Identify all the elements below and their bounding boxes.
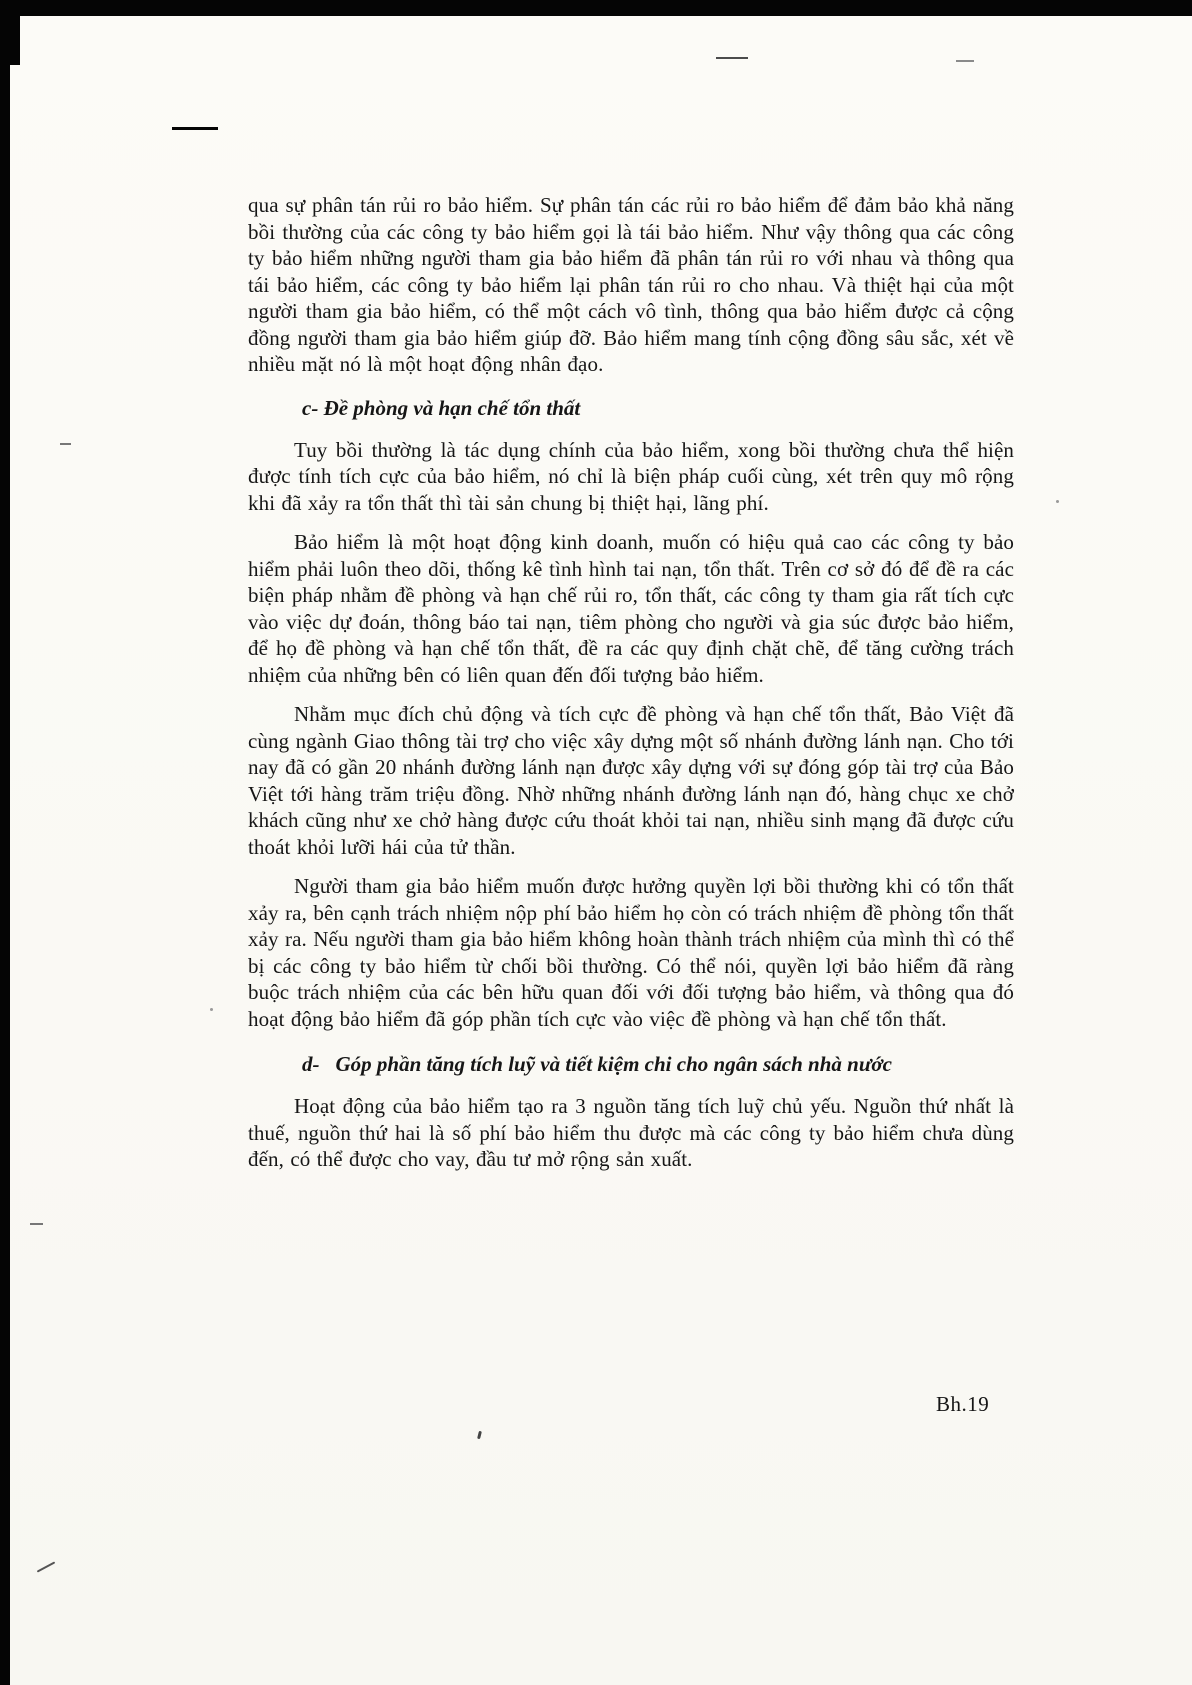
scan-artifact-dash	[956, 60, 974, 62]
section-heading-d	[302, 1050, 1014, 1079]
page-number: Bh.19	[936, 1392, 990, 1416]
scan-artifact-hyphen	[60, 443, 71, 445]
body-paragraph-continuation: qua sự phân tán rủi ro bảo hiểm. Sự phân tán các rủi ro bảo hiểm để đảm bảo khả năng bồi thường của các công ty bảo hiểm gọi là tái bảo hiểm. Như vậy thông qua các công ty bảo hiểm những người tham gia bảo hiểm đã phân tán rủi ro với nhau và thông qua tái bảo hiểm, các công ty bảo hiểm lại phân tán rủi ro cho nhau. Và thiệt hại của một người tham gia bảo hiểm, có thể một cách vô tình, thông qua bảo hiểm được cả cộng đồng người tham gia bảo hiểm giúp đỡ. Bảo hiểm mang tính cộng đồng sâu sắc, xét về nhiều mặt nó là một hoạt động nhân đạo.	[248, 193, 1014, 376]
scan-artifact-speck	[1056, 500, 1059, 503]
body-paragraph: Người tham gia bảo hiểm muốn được hưởng quyền lợi bồi thường khi có tổn thất xảy ra, bên cạnh trách nhiệm nộp phí bảo hiểm họ còn có trách nhiệm đề phòng tổn thất xảy ra. Nếu người tham gia bảo hiểm không hoàn thành trách nhiệm của mình thì có thể bị các công ty bảo hiểm từ chối bồi thường. Có thể nói, quyền lợi bảo hiểm đã ràng buộc trách nhiệm của các bên hữu quan đối với đối tượng bảo hiểm, và thông qua đó hoạt động bảo hiểm đã góp phần tích cực vào việc đề phòng và hạn chế tổn thất.	[248, 874, 1014, 1031]
section-heading-c: c- Đề phòng và hạn chế tổn thất	[302, 395, 581, 420]
body-paragraph: Tuy bồi thường là tác dụng chính của bảo hiểm, xong bồi thường chưa thể hiện được tính tích cực của bảo hiểm, nó chỉ là biện pháp cuối cùng, xét trên quy mô rộng khi đã xảy ra tổn thất thì tài sản chung bị thiệt hại, lãng phí.	[248, 437, 1014, 515]
body-paragraph: Nhằm mục đích chủ động và tích cực đề phòng và hạn chế tổn thất, Bảo Việt đã cùng ngành Giao thông tài trợ cho việc xây dựng một số nhánh đường lánh nạn. Cho tới nay đã có gần 20 nhánh đường lánh nạn được xây dựng với sự đóng góp tài trợ của Bảo Việt tới hàng trăm triệu đồng. Nhờ những nhánh đường lánh nạn đó, hàng chục xe chở khách cũng như xe chở hàng được cứu thoát khỏi tai nạn, nhiều sinh mạng đã được cứu thoát khỏi lưỡi hái của tử thần.	[248, 702, 1014, 859]
scan-artifact-top-left-mark	[30, 0, 66, 10]
heading-text: Góp phần tăng tích luỹ và tiết kiệm chi cho ngân sách nhà nước	[335, 1052, 892, 1076]
scan-artifact-speck	[210, 1008, 213, 1011]
body-paragraph: Hoạt động của bảo hiểm tạo ra 3 nguồn tăng tích luỹ chủ yếu. Nguồn thứ nhất là thuế, nguồn thứ hai là số phí bảo hiểm thu được mà các công ty bảo hiểm chưa dùng đến, có thể được cho vay, đầu tư mở rộng sản xuất.	[248, 1094, 1014, 1171]
body-paragraph: Bảo hiểm là một hoạt động kinh doanh, muốn có hiệu quả cao các công ty bảo hiểm phải luôn theo dõi, thống kê tình hình tai nạn, tổn thất. Trên cơ sở đó để đề ra các biện pháp nhằm đề phòng và hạn chế rủi ro, tổn thất, các công ty tham gia rất tích cực vào việc dự đoán, thông báo tai nạn, tiêm phòng cho người và gia súc được bảo hiểm, để họ đề phòng và hạn chế tổn thất, đề ra các quy định chặt chẽ, để tăng cường trách nhiệm của những bên có liên quan đến đối tượng bảo hiểm.	[248, 530, 1014, 687]
scan-artifact-hyphen	[30, 1223, 43, 1225]
scan-artifact-left-edge	[0, 0, 10, 1685]
heading-marker: d-	[302, 1052, 320, 1076]
scan-artifact-dash	[716, 57, 748, 59]
scan-artifact-line	[172, 127, 218, 130]
scan-artifact-bottom-edge	[0, 0, 1192, 16]
page-text-block	[248, 192, 1014, 1186]
